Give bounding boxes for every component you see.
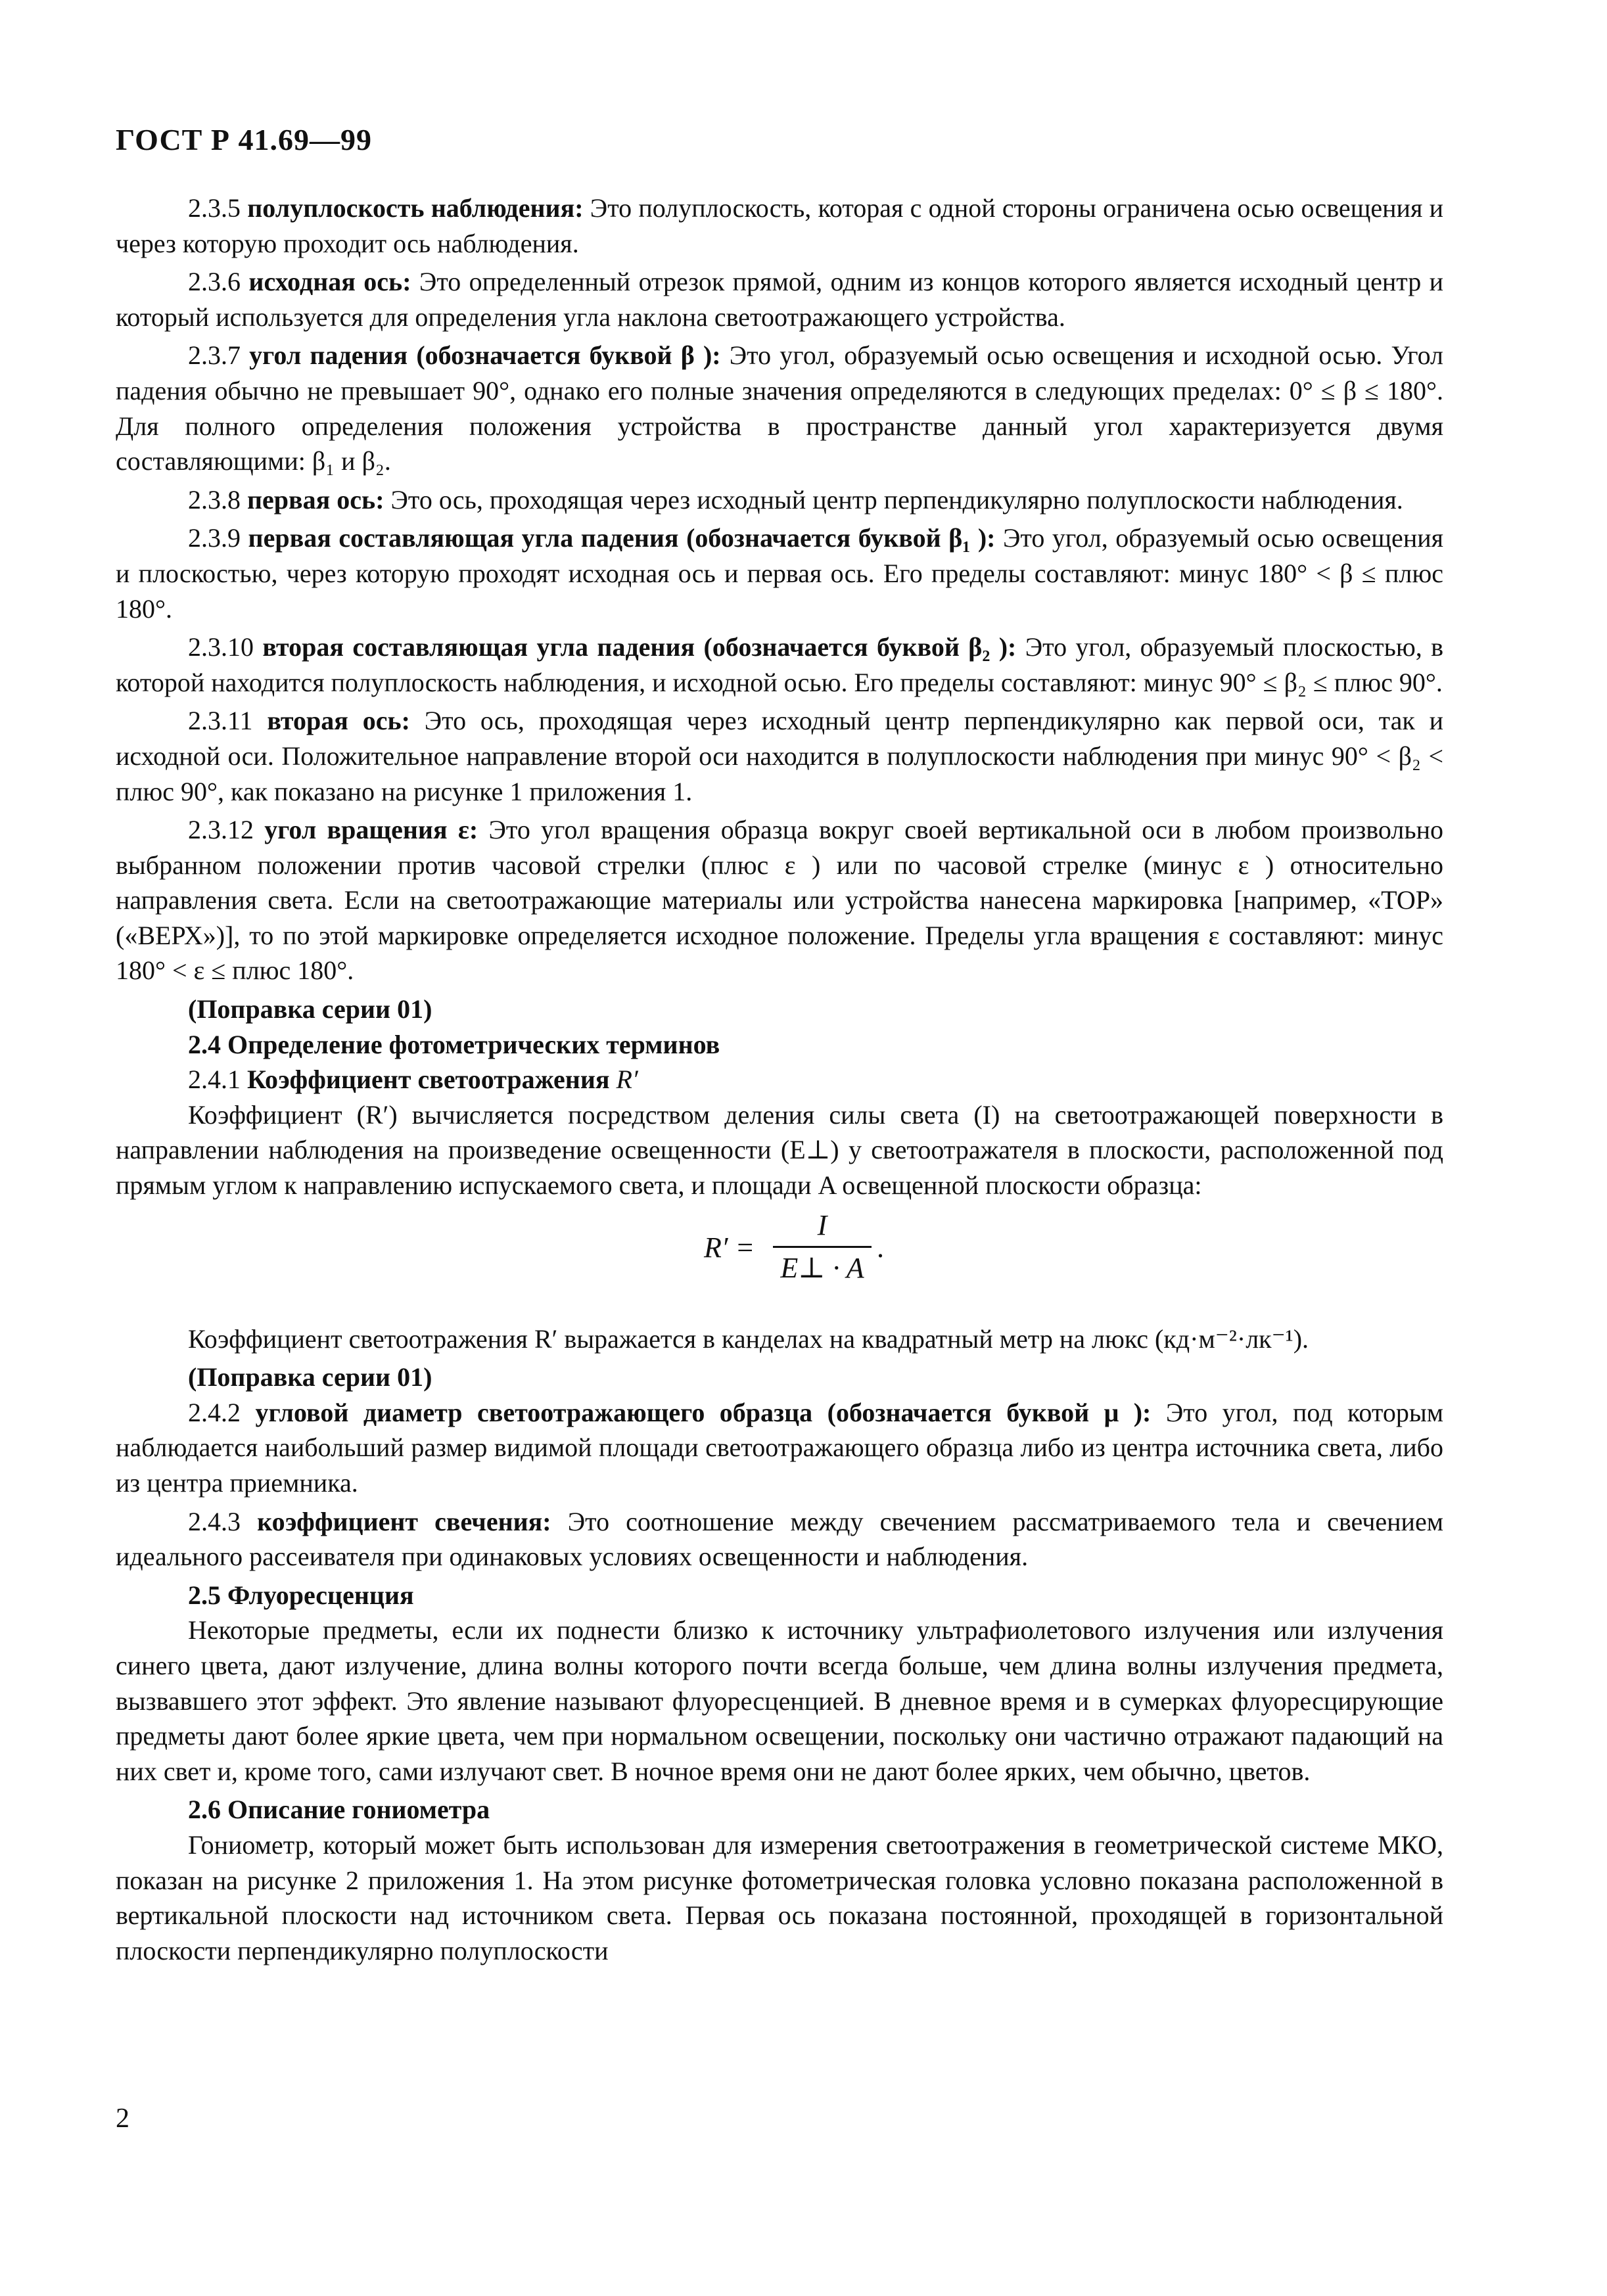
paragraph-2-3-8: [116, 482, 1443, 518]
formula-end: .: [877, 1231, 884, 1264]
paragraph-2-5: Некоторые предметы, если их поднести близко к источнику ультрафиолетового излучения или излучения синего цвета, дают излучение, длина волны которого почти всегда больше, чем длина волны излучения предмета, вызвавшего этот эффект. Это явление называют флуоресценцией. В дневное время и в сумерках флуоресцирующие предметы дают более яркие цвета, чем при нормальном освещении, поскольку они частично отражают падающий на них свет и, кроме того, сами излучают свет. В ночное время они не дают более ярких, чем обычно, цветов.: [116, 1615, 1443, 1786]
amendment-note: (Поправка серии 01): [188, 994, 432, 1024]
term: угол падения (обозначается буквой β ):: [249, 340, 721, 371]
amendment-note: (Поправка серии 01): [188, 1362, 432, 1392]
section-number: 2.3.6: [188, 267, 241, 297]
section-heading-2-6: 2.6 Описание гониометра: [188, 1795, 490, 1825]
section-number: 2.3.12: [188, 815, 254, 845]
definition-text: Это угол, образуемый плоскостью, в которой находится полуплоскость наблюдения, и исходной осью. Его пределы составляют: минус 90° ≤ β₂ ≤ плюс 90°.: [116, 632, 1443, 697]
paragraph-2-3-9: [116, 520, 1443, 626]
paragraph-2-4-1: Коэффициент (R′) вычисляется посредством деления силы света (I) на светоотражающей поверхности в направлении наблюдения на произведение освещенности (E⊥) у светоотражателя в плоскости, расположенной под прямым углом к направлению испускаемого света, и площади A освещенной плоскости образца:: [116, 1099, 1443, 1201]
paragraph-2-3-10: [116, 630, 1443, 700]
paragraph-2-4-2: [116, 1395, 1443, 1501]
term: угол вращения ε:: [264, 815, 478, 845]
definition-text: Это угол, образуемый осью освещения и исходной осью. Угол падения обычно не превышает 90°, однако его полные значения определяются в следующих пределах: 0° ≤ β ≤ 180°. Для полного определения положения устройства в пространстве данный угол характеризуется двумя составляющими: β₁ и β₂.: [116, 340, 1444, 476]
section-heading-2-4-1: [116, 1062, 1443, 1097]
term: исходная ось:: [248, 267, 411, 297]
paragraph-2-3-11: [116, 703, 1443, 809]
term: коэффициент свечения:: [257, 1506, 551, 1536]
definition-text: Это угол вращения образца вокруг своей вертикальной оси в любом произвольно выбранном положении против часовой стрелки (плюс ε ) или по часовой стрелке (минус ε ) относительно направления света. Если на светоотражающие материалы или устройства нанесена маркировка [например, «TOP» («ВЕРХ»)], то по этой маркировке определяется исходное положение. Пределы угла вращения ε составляют: минус 180° < ε ≤ плюс 180°.: [116, 815, 1443, 986]
paragraph-2-6: Гониометр, который может быть использован для измерения светоотражения в геометрической системе МКО, показан на рисунке 2 приложения 1. На этом рисунке фотометрическая головка условно показана расположенной в вертикальной плоскости над источником света. Первая ось показана постоянной, проходящей в горизонтальной плоскости перпендикулярно полуплоскости: [116, 1829, 1443, 1965]
section-number: 2.3.10: [188, 632, 254, 662]
section-heading-2-5: 2.5 Флуоресценция: [188, 1580, 414, 1610]
document-header: ГОСТ Р 41.69—99: [116, 123, 372, 156]
section-number: 2.3.7: [188, 340, 241, 371]
symbol: R′: [616, 1065, 638, 1095]
term: угловой диаметр светоотражающего образца (обозначается буквой μ ):: [255, 1397, 1152, 1427]
document-body: [116, 191, 1443, 1971]
formula: [116, 1206, 1443, 1321]
definition-text: Это определенный отрезок прямой, одним из концов которого является исходный центр и который используется для определения угла наклона светоотражающего устройства.: [116, 267, 1444, 332]
formula-lhs: R′ =: [704, 1231, 755, 1264]
section-heading-2-4: 2.4 Определение фотометрических терминов: [188, 1029, 720, 1059]
paragraph-2-3-5: [116, 191, 1443, 261]
section-number: 2.4.2: [188, 1397, 241, 1427]
definition-text: Это угол, образуемый осью освещения и плоскостью, через которую проходят исходная ось и первая ось. Его пределы составляют: минус 180° < β ≤ плюс 180°.: [116, 523, 1444, 624]
definition-text: Это ось, проходящая через исходный центр перпендикулярно как первой оси, так и исходной оси. Положительное направление второй оси находится в полуплоскости наблюдения при минус 90° < β₂ < плюс 90°, как показано на рисунке 1 приложения 1.: [116, 706, 1443, 806]
formula-numerator: I: [817, 1208, 827, 1241]
section-number: 2.4.3: [188, 1506, 241, 1536]
fraction-bar: [773, 1246, 872, 1248]
definition-text: Это соотношение между свечением рассматриваемого тела и свечением идеального рассеивателя при одинаковых условиях освещенности и наблюдения.: [116, 1506, 1444, 1572]
section-number: 2.3.8: [188, 484, 241, 515]
formula-denominator: E⊥ · A: [780, 1251, 864, 1284]
paragraph-unit: Коэффициент светоотражения R′ выражается в канделах на квадратный метр на люкс (кд·м⁻²·лк⁻¹).: [188, 1323, 1309, 1354]
term: Коэффициент светоотражения: [247, 1065, 610, 1095]
definition-text: Это угол, под которым наблюдается наибольший размер видимой площади светоотражающего образца либо из центра источника света, либо из центра приемника.: [116, 1397, 1444, 1498]
term: полуплоскость наблюдения:: [247, 193, 584, 223]
section-number: 2.3.11: [188, 706, 253, 736]
term: вторая ось:: [267, 706, 410, 736]
term: первая составляющая угла падения (обозначается буквой β₁ ):: [248, 523, 996, 553]
section-number: 2.3.5: [188, 193, 241, 223]
term: вторая составляющая угла падения (обозначается буквой β₂ ):: [262, 632, 1017, 662]
paragraph-2-3-7: [116, 338, 1443, 478]
paragraph-2-4-3: [116, 1504, 1443, 1574]
section-number: 2.3.9: [188, 523, 241, 553]
page-number: 2: [116, 2103, 129, 2134]
paragraph-2-3-6: [116, 264, 1443, 334]
section-number: 2.4.1: [188, 1065, 241, 1095]
paragraph-2-3-12: [116, 812, 1443, 988]
definition-text: Это полуплоскость, которая с одной стороны ограничена осью освещения и через которую проходит ось наблюдения.: [116, 193, 1443, 258]
term: первая ось:: [247, 484, 384, 515]
definition-text: Это ось, проходящая через исходный центр перпендикулярно полуплоскости наблюдения.: [384, 484, 1403, 515]
formula-fraction: [773, 1206, 872, 1287]
